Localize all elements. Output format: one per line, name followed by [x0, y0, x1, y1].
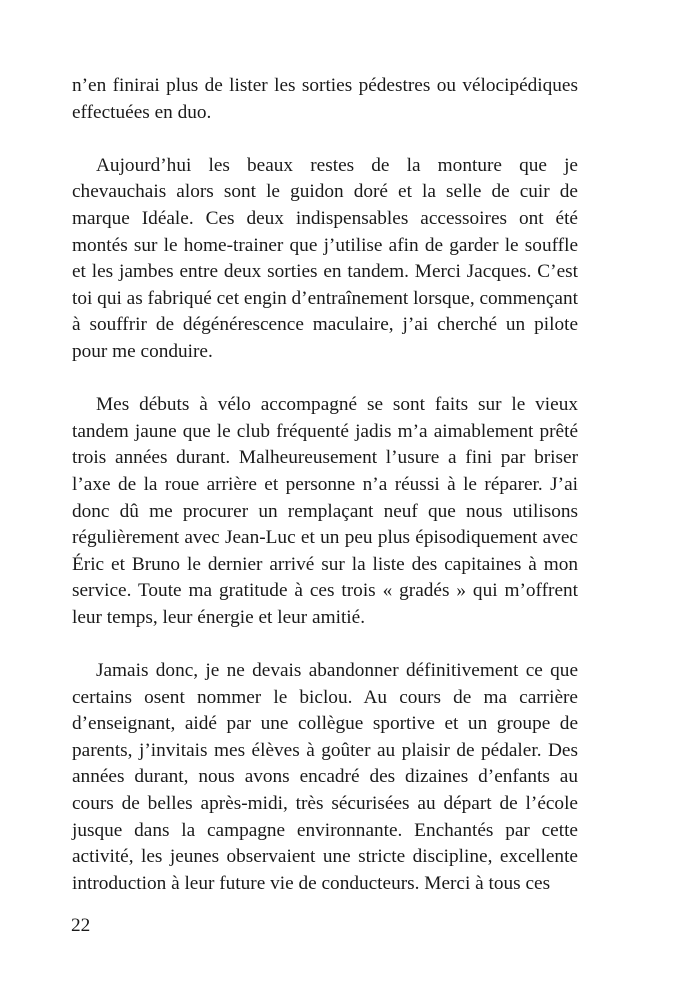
- page-body: [72, 73, 578, 897]
- paragraph-home-trainer: Aujourd’hui les beaux restes de la monture que je chevauchais alors sont le guidon doré et la selle de cuir de marque Idéale. Ces deux indispensables accessoires ont été montés sur le home-trainer que j’utilise afin de garder le souffle et les jambes entre deux sorties en tandem. Merci Jacques. C’est toi qui as fabriqué cet engin d’entraînement lorsque, commençant à souffrir de dégénérescence maculaire, j’ai cherché un pilote pour me conduire.: [72, 154, 578, 362]
- paragraph-tandem: Mes débuts à vélo accompagné se sont faits sur le vieux tandem jaune que le club fréquenté jadis m’a aimablement prêté trois années durant. Malheureusement l’usure a fini par briser l’axe de la roue arrière et personne n’a réussi à le réparer. J’ai donc dû me procurer un remplaçant neuf que nous utilisons régulièrement avec Jean-Luc et un peu plus épisodiquement avec Éric et Bruno le dernier arrivé sur la liste des capitaines à mon service. Toute ma gratitude à ces trois « gradés » qui m’offrent leur temps, leur énergie et leur amitié.: [72, 394, 578, 628]
- paragraph-continuation: n’en finirai plus de lister les sorties pédestres ou vélocipédiques effectuées en duo.: [72, 75, 578, 123]
- paragraph-biclou: Jamais donc, je ne devais abandonner définitivement ce que certains osent nommer le biclou. Au cours de ma carrière d’enseignant, aidé par une collègue sportive et un groupe de parents, j’invitais mes élèves à goûter au plaisir de pédaler. Des années durant, nous avons encadré des dizaines d’enfants au cours de belles après-midi, très sécurisées au départ de l’école jusque dans la campagne environnante. Enchantés par cette activité, les jeunes observaient une stricte discipline, excellente introduction à leur future vie de conducteurs. Merci à tous ces: [72, 660, 578, 894]
- page-number: 22: [71, 915, 91, 936]
